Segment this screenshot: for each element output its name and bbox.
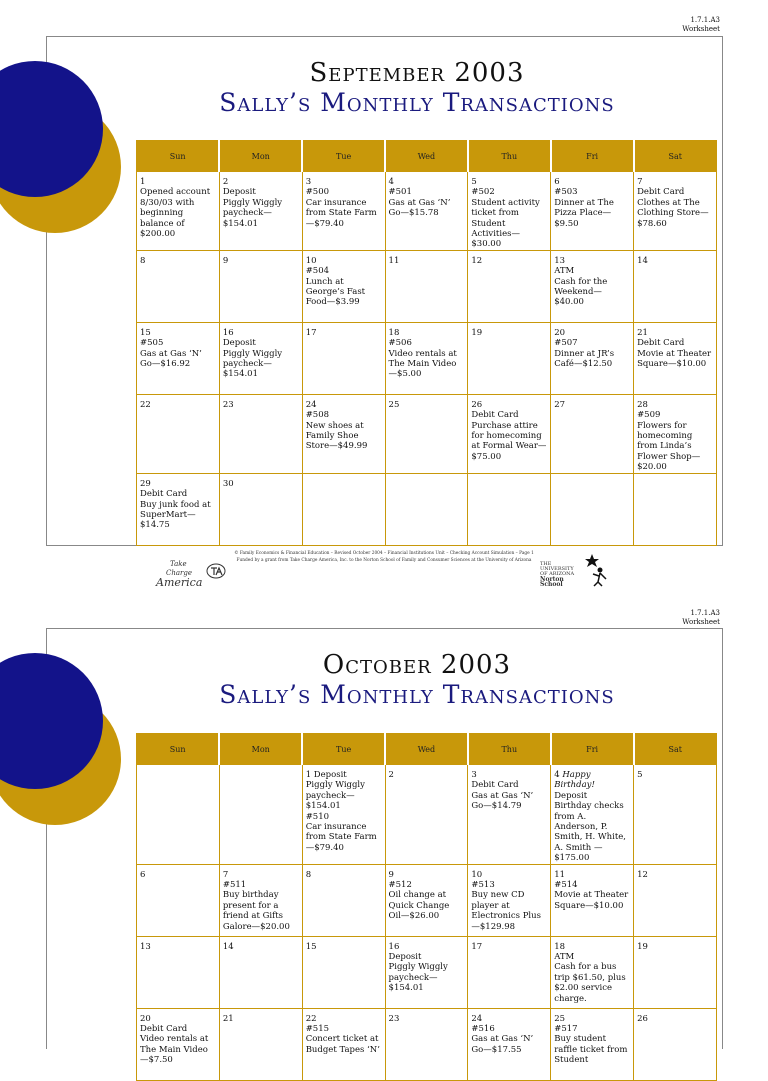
calendar-day-cell xyxy=(385,473,468,545)
calendar-day-cell: 24 #516 Gas at Gas ‘N’ Go—$17.55 xyxy=(468,1008,551,1080)
calendar-day-cell: 28 #509 Flowers for homecoming from Linda’s Flower Shop—$20.00 xyxy=(634,394,717,473)
calendar-day-cell: 26 xyxy=(634,1008,717,1080)
calendar-day-cell: 20 #507 Dinner at JR’s Café—$12.50 xyxy=(551,322,634,394)
calendar-day-cell: 16 Deposit Piggly Wiggly paycheck—$154.01 xyxy=(385,936,468,1008)
october-calendar xyxy=(136,733,717,1081)
calendar-day-cell: 12 xyxy=(468,250,551,322)
day-header-tue: Tue xyxy=(302,734,385,765)
september-worksheet xyxy=(46,36,723,546)
page1-title-block xyxy=(137,59,697,117)
calendar-day-cell xyxy=(468,473,551,545)
decorative-circles-icon xyxy=(47,629,127,829)
calendar-day-cell: 7 Debit Card Clothes at The Clothing Store—$78.60 xyxy=(634,172,717,251)
calendar-day-cell: 22 xyxy=(137,394,220,473)
day-header-sun: Sun xyxy=(137,734,220,765)
calendar-day-cell: 2 Deposit Piggly Wiggly paycheck—$154.01 xyxy=(219,172,302,251)
calendar-day-cell: 17 xyxy=(302,322,385,394)
calendar-day-cell: 1 Deposit Piggly Wiggly paycheck—$154.01 #510 Car insurance from State Farm—$79.40 xyxy=(302,765,385,865)
calendar-day-cell: 8 xyxy=(137,250,220,322)
calendar-day-cell xyxy=(219,765,302,865)
calendar-day-cell: 23 xyxy=(385,1008,468,1080)
calendar-day-cell: 26 Debit Card Purchase attire for homecoming at Formal Wear—$75.00 xyxy=(468,394,551,473)
calendar-day-cell: 3 Debit Card Gas at Gas ‘N’ Go—$14.79 xyxy=(468,765,551,865)
calendar-day-cell: 19 xyxy=(634,936,717,1008)
calendar-day-cell: 11 #514 Movie at Theater Square—$10.00 xyxy=(551,864,634,936)
calendar-week xyxy=(137,322,717,394)
september-calendar xyxy=(136,140,717,546)
month-title: September 2003 xyxy=(309,58,525,88)
day-header-thu: Thu xyxy=(468,141,551,172)
calendar-day-cell: 30 xyxy=(219,473,302,545)
calendar-day-cell: 3 #500 Car insurance from State Farm—$79.40 xyxy=(302,172,385,251)
day-header-sun: Sun xyxy=(137,141,220,172)
calendar-day-cell: 19 xyxy=(468,322,551,394)
footer-copyright: © Family Economics & Financial Education – Revised October 2004 – Financial Institutions Unit – Checking Account Simulation – Page 1 xyxy=(234,551,534,556)
calendar-day-cell: 6 #503 Dinner at The Pizza Place—$9.50 xyxy=(551,172,634,251)
calendar-day-cell: 8 xyxy=(302,864,385,936)
calendar-day-cell: 15 #505 Gas at Gas ‘N’ Go—$16.92 xyxy=(137,322,220,394)
day-header-sat: Sat xyxy=(634,734,717,765)
calendar-day-cell xyxy=(137,765,220,865)
day-header-fri: Fri xyxy=(551,141,634,172)
calendar-day-cell: 9 xyxy=(219,250,302,322)
calendar-day-cell: 18 #506 Video rentals at The Main Video—$5.00 xyxy=(385,322,468,394)
calendar-day-cell: 18 ATM Cash for a bus trip $61.50, plus $2.00 service charge. xyxy=(551,936,634,1008)
worksheet-label: Worksheet xyxy=(682,618,720,626)
worksheet-code: 1.7.1.A3 xyxy=(690,16,720,24)
star-figure-icon xyxy=(582,552,610,588)
footer-funding: Funded by a grant from Take Charge America, Inc. to the Norton School of Family and Consumer Sciences at the University of Arizona xyxy=(236,558,532,563)
page1-code xyxy=(682,16,720,34)
calendar-subtitle: Sally’s Monthly Transactions xyxy=(219,680,615,709)
calendar-day-cell: 21 xyxy=(219,1008,302,1080)
page2-code xyxy=(682,609,720,627)
calendar-day-cell: 10 #504 Lunch at George’s Fast Food—$3.99 xyxy=(302,250,385,322)
calendar-day-cell: 4 #501 Gas at Gas ‘N’ Go—$15.78 xyxy=(385,172,468,251)
footer-note xyxy=(212,550,556,564)
calendar-week xyxy=(137,172,717,251)
day-header-fri: Fri xyxy=(551,734,634,765)
calendar-day-cell: 23 xyxy=(219,394,302,473)
calendar-day-cell xyxy=(302,473,385,545)
calendar-day-cell: 13 xyxy=(137,936,220,1008)
calendar-day-cell: 21 Debit Card Movie at Theater Square—$10.00 xyxy=(634,322,717,394)
calendar-day-cell: 9 #512 Oil change at Quick Change Oil—$26.00 xyxy=(385,864,468,936)
calendar-day-cell: 22 #515 Concert ticket at Budget Tapes ‘N’ xyxy=(302,1008,385,1080)
calendar-week xyxy=(137,473,717,545)
month-title: October 2003 xyxy=(322,650,512,680)
calendar-day-cell: 25 #517 Buy student raffle ticket from Student xyxy=(551,1008,634,1080)
calendar-week xyxy=(137,394,717,473)
ta-logo-icon xyxy=(206,563,226,579)
calendar-day-cell: 17 xyxy=(468,936,551,1008)
day-header-wed: Wed xyxy=(385,141,468,172)
calendar-day-cell xyxy=(634,473,717,545)
worksheet-code: 1.7.1.A3 xyxy=(690,609,720,617)
calendar-day-cell: 13 ATM Cash for the Weekend—$40.00 xyxy=(551,250,634,322)
university-arizona-logo: THE UNIVERSITY OF ARIZONA Norton School xyxy=(540,561,575,588)
worksheet-label: Worksheet xyxy=(682,25,720,33)
calendar-week xyxy=(137,250,717,322)
calendar-day-cell xyxy=(551,473,634,545)
take-charge-america-logo: Take Charge America xyxy=(156,560,203,589)
day-header-thu: Thu xyxy=(468,734,551,765)
calendar-day-cell: 14 xyxy=(634,250,717,322)
day-header-wed: Wed xyxy=(385,734,468,765)
day-header-mon: Mon xyxy=(219,141,302,172)
calendar-subtitle: Sally’s Monthly Transactions xyxy=(219,88,615,117)
calendar-day-cell: 29 Debit Card Buy junk food at SuperMart—$14.75 xyxy=(137,473,220,545)
day-header-mon: Mon xyxy=(219,734,302,765)
decorative-circles-icon xyxy=(47,37,127,237)
calendar-day-cell: 16 Deposit Piggly Wiggly paycheck—$154.01 xyxy=(219,322,302,394)
calendar-day-cell: 7 #511 Buy birthday present for a friend at Gifts Galore—$20.00 xyxy=(219,864,302,936)
calendar-day-cell: 10 #513 Buy new CD player at Electronics Plus—$129.98 xyxy=(468,864,551,936)
calendar-day-cell: 12 xyxy=(634,864,717,936)
calendar-week xyxy=(137,1008,717,1080)
calendar-day-cell: 4 Happy Birthday! Deposit Birthday checks from A. Anderson, P. Smith, H. White, A. Smith —$175.00 xyxy=(551,765,634,865)
calendar-week xyxy=(137,765,717,865)
calendar-week xyxy=(137,936,717,1008)
october-worksheet xyxy=(46,628,723,1066)
calendar-day-cell: 2 xyxy=(385,765,468,865)
calendar-day-cell: 11 xyxy=(385,250,468,322)
calendar-day-cell: 5 xyxy=(634,765,717,865)
calendar-day-cell: 5 #502 Student activity ticket from Student Activities—$30.00 xyxy=(468,172,551,251)
calendar-day-cell: 27 xyxy=(551,394,634,473)
calendar-day-cell: 14 xyxy=(219,936,302,1008)
calendar-day-cell: 25 xyxy=(385,394,468,473)
calendar-day-cell: 1 Opened account 8/30/03 with beginning balance of $200.00 xyxy=(137,172,220,251)
calendar-day-cell: 6 xyxy=(137,864,220,936)
calendar-day-cell: 15 xyxy=(302,936,385,1008)
calendar-day-cell: 20 Debit Card Video rentals at The Main Video—$7.50 xyxy=(137,1008,220,1080)
page2-title-block xyxy=(137,651,697,709)
day-header-sat: Sat xyxy=(634,141,717,172)
day-header-tue: Tue xyxy=(302,141,385,172)
calendar-week xyxy=(137,864,717,936)
calendar-day-cell: 24 #508 New shoes at Family Shoe Store—$49.99 xyxy=(302,394,385,473)
